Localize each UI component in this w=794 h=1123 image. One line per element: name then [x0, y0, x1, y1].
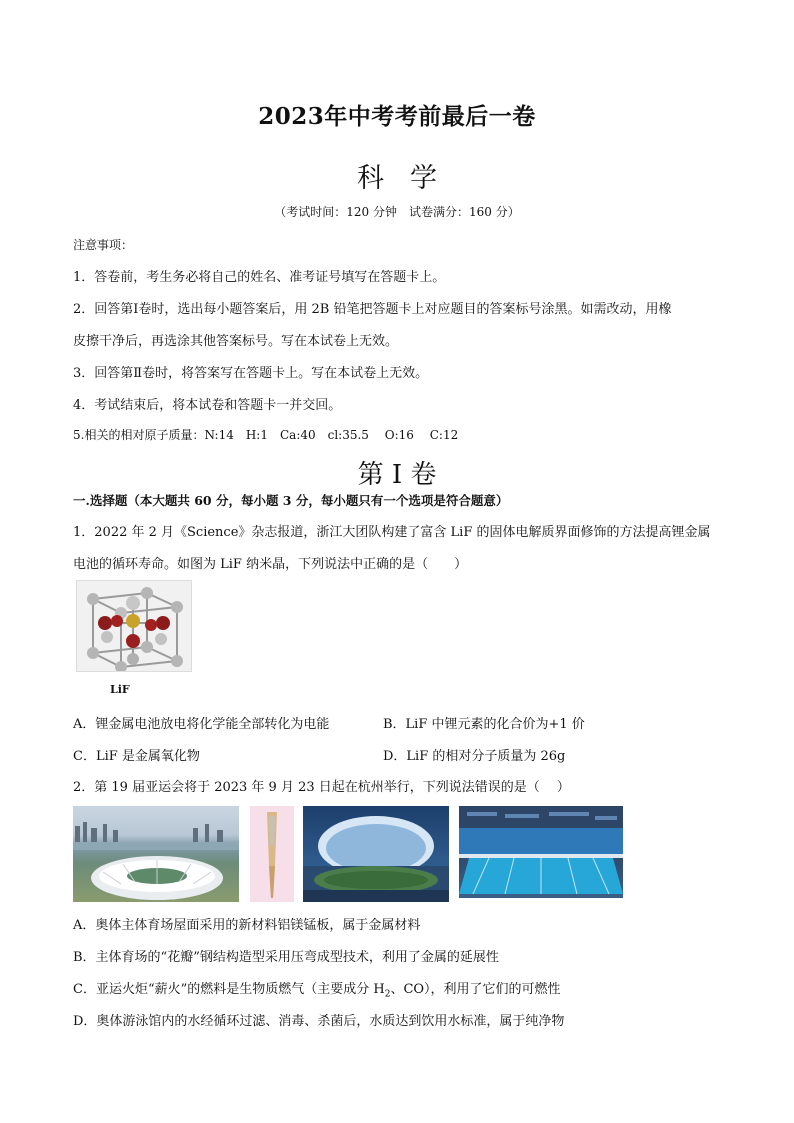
q1-option-b: B．LiF 中锂元素的化合价为+1 价 [383, 717, 585, 732]
note-item-2-cont: 皮擦干净后，再选涂其他答案标号。写在本试卷上无效。 [73, 334, 399, 349]
q2-option-c [73, 978, 561, 1000]
q2-stem: 2．第 19 届亚运会将于 2023 年 9 月 23 日起在杭州举行，下列说法错误的是（ ） [73, 780, 570, 795]
q1-stem-line2: 电池的循环寿命。如图为 LiF 纳米晶，下列说法中正确的是（ ） [73, 557, 468, 572]
q2-option-a: A．奥体主体育场屋面采用的新材料铝镁锰板，属于金属材料 [73, 918, 421, 933]
lif-caption: LiF [110, 683, 130, 696]
note-item-4: 4．考试结束后，将本试卷和答题卡一并交回。 [73, 398, 342, 413]
q1-option-d: D．LiF 的相对分子质量为 26g [383, 749, 566, 764]
q2-option-d: D．奥体游泳馆内的水经循环过滤、消毒、杀菌后，水质达到饮用水标准，属于纯净物 [73, 1014, 565, 1029]
q2-option-b: B．主体育场的“花瓣”钢结构造型采用压弯成型技术，利用了金属的延展性 [73, 950, 499, 965]
subject-title: 科学 [357, 163, 463, 194]
volume-title: 第 I 卷 [357, 460, 437, 490]
note-item-3: 3．回答第Ⅱ卷时，将答案写在答题卡上。写在本试卷上无效。 [73, 366, 429, 381]
note-item-1: 1．答卷前，考生务必将自己的姓名、准考证号填写在答题卡上。 [73, 270, 446, 285]
q1-option-c: C．LiF 是金属氧化物 [73, 749, 200, 764]
lif-crystal-image [76, 580, 192, 672]
exam-title: 2023年中考考前最后一卷 [258, 103, 536, 130]
torch-photo [250, 806, 294, 902]
q1-stem-line1: 1．2022 年 2 月《Science》杂志报道，浙江大团队构建了富含 LiF 的固体电解质界面修饰的方法提高锂金属 [73, 525, 711, 540]
q2-option-c-post: 、CO），利用了它们的可燃性 [390, 982, 561, 997]
stadium-aerial-photo [73, 806, 239, 902]
note-item-2: 2．回答第Ⅰ卷时，选出每小题答案后，用 2B 铅笔把答题卡上对应题目的答案标号涂黑。如需改动，用橡 [73, 302, 672, 317]
q2-option-c-pre: C．亚运火炬“薪火”的燃料是生物质燃气（主要成分 H [73, 982, 385, 997]
exam-info: （考试时间：120 分钟 试卷满分：160 分） [274, 205, 520, 219]
note-item-5: 5.相关的相对原子质量：N:14 H:1 Ca:40 cl:35.5 O:16 C:12 [73, 428, 459, 442]
section-title: 一.选择题（本大题共 60 分，每小题 3 分，每小题只有一个选项是符合题意） [73, 493, 509, 508]
stadium-interior-photo [303, 806, 449, 902]
swimming-pool-photo [459, 806, 623, 898]
q2-option-c-sub: 2 [384, 989, 391, 1000]
q1-option-a: A．锂金属电池放电将化学能全部转化为电能 [73, 717, 330, 732]
notes-heading: 注意事项： [73, 238, 134, 252]
